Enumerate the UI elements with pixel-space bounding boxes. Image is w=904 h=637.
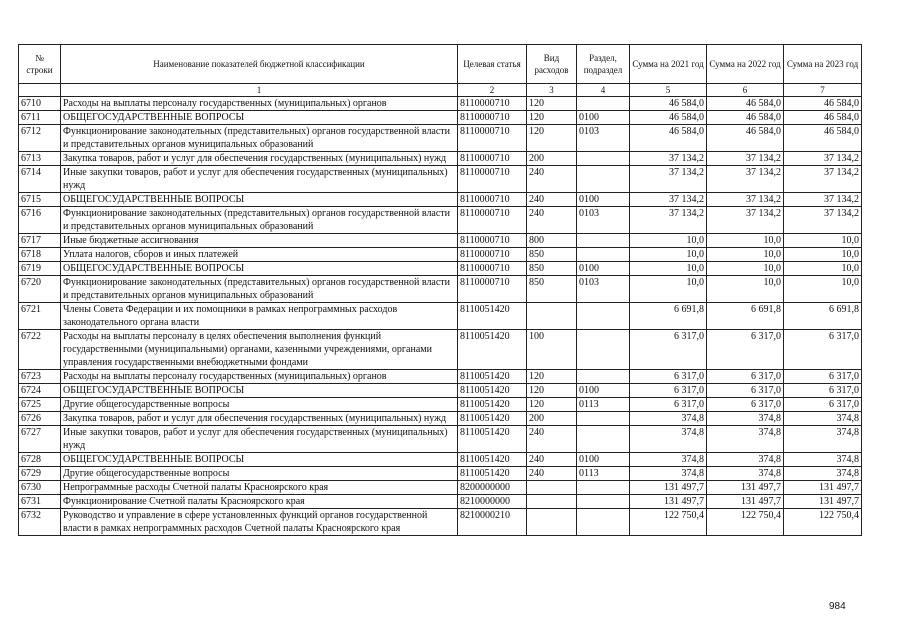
section-cell — [577, 303, 630, 330]
table-row — [19, 262, 862, 276]
expense-kind-cell: 850 — [527, 248, 577, 262]
table-row — [19, 276, 862, 303]
expense-kind-cell — [527, 303, 577, 330]
sum-2023-cell: 122 750,4 — [784, 509, 862, 536]
target-article-cell: 8110051420 — [458, 426, 527, 453]
table-row — [19, 509, 862, 536]
expense-kind-cell: 100 — [527, 330, 577, 370]
index-cell — [19, 84, 61, 97]
expense-kind-cell: 240 — [527, 467, 577, 481]
table-row — [19, 152, 862, 166]
row-number-cell: 6718 — [19, 248, 61, 262]
row-name-cell: Расходы на выплаты персоналу государственных (муниципальных) органов — [61, 370, 458, 384]
expense-kind-cell: 120 — [527, 384, 577, 398]
section-cell: 0103 — [577, 276, 630, 303]
sum-2022-cell: 131 497,7 — [707, 495, 784, 509]
table-row — [19, 467, 862, 481]
sum-2022-cell: 37 134,2 — [707, 193, 784, 207]
table-row — [19, 453, 862, 467]
budget-table — [18, 44, 862, 536]
sum-2022-cell: 131 497,7 — [707, 481, 784, 495]
section-cell: 0100 — [577, 384, 630, 398]
table-row — [19, 125, 862, 152]
expense-kind-cell: 850 — [527, 276, 577, 303]
table-row — [19, 303, 862, 330]
sum-2023-cell: 6 317,0 — [784, 370, 862, 384]
sum-2021-cell: 374,8 — [630, 426, 707, 453]
row-name-cell: ОБЩЕГОСУДАРСТВЕННЫЕ ВОПРОСЫ — [61, 111, 458, 125]
expense-kind-cell: 850 — [527, 262, 577, 276]
header-sum-2022: Сумма на 2022 год — [707, 45, 784, 84]
target-article-cell: 8110000710 — [458, 276, 527, 303]
expense-kind-cell: 240 — [527, 166, 577, 193]
target-article-cell: 8110051420 — [458, 330, 527, 370]
sum-2023-cell: 131 497,7 — [784, 481, 862, 495]
sum-2022-cell: 37 134,2 — [707, 152, 784, 166]
target-article-cell: 8110051420 — [458, 467, 527, 481]
target-article-cell: 8110000710 — [458, 193, 527, 207]
expense-kind-cell: 240 — [527, 453, 577, 467]
sum-2022-cell: 122 750,4 — [707, 509, 784, 536]
sum-2023-cell: 6 317,0 — [784, 398, 862, 412]
target-article-cell: 8110000710 — [458, 262, 527, 276]
section-cell: 0103 — [577, 207, 630, 234]
sum-2021-cell: 37 134,2 — [630, 193, 707, 207]
table-row — [19, 166, 862, 193]
row-number-cell: 6715 — [19, 193, 61, 207]
sum-2023-cell: 37 134,2 — [784, 166, 862, 193]
sum-2022-cell: 374,8 — [707, 426, 784, 453]
row-name-cell: Закупка товаров, работ и услуг для обеспечения государственных (муниципальных) нужд — [61, 412, 458, 426]
table-row — [19, 234, 862, 248]
sum-2023-cell: 374,8 — [784, 426, 862, 453]
sum-2022-cell: 37 134,2 — [707, 166, 784, 193]
target-article-cell: 8110051420 — [458, 384, 527, 398]
sum-2022-cell: 6 317,0 — [707, 370, 784, 384]
sum-2023-cell: 374,8 — [784, 412, 862, 426]
sum-2021-cell: 10,0 — [630, 248, 707, 262]
header-kind: Вид расходов — [527, 45, 577, 84]
index-cell: 5 — [630, 84, 707, 97]
section-cell: 0113 — [577, 398, 630, 412]
row-number-cell: 6722 — [19, 330, 61, 370]
sum-2023-cell: 37 134,2 — [784, 207, 862, 234]
row-name-cell: Функционирование законодательных (представительных) органов государственной власти и представительных органов муниципальных образований — [61, 125, 458, 152]
target-article-cell: 8110051420 — [458, 412, 527, 426]
target-article-cell: 8110000710 — [458, 152, 527, 166]
row-name-cell: Уплата налогов, сборов и иных платежей — [61, 248, 458, 262]
header-section: Раздел, подраздел — [577, 45, 630, 84]
sum-2021-cell: 374,8 — [630, 453, 707, 467]
sum-2021-cell: 46 584,0 — [630, 111, 707, 125]
row-name-cell: Закупка товаров, работ и услуг для обеспечения государственных (муниципальных) нужд — [61, 152, 458, 166]
target-article-cell: 8110000710 — [458, 234, 527, 248]
sum-2023-cell: 374,8 — [784, 453, 862, 467]
section-cell — [577, 481, 630, 495]
row-name-cell: Иные закупки товаров, работ и услуг для обеспечения государственных (муниципальных) нужд — [61, 166, 458, 193]
row-name-cell: Другие общегосударственные вопросы — [61, 467, 458, 481]
sum-2022-cell: 46 584,0 — [707, 111, 784, 125]
sum-2023-cell: 10,0 — [784, 248, 862, 262]
row-name-cell: ОБЩЕГОСУДАРСТВЕННЫЕ ВОПРОСЫ — [61, 384, 458, 398]
expense-kind-cell: 240 — [527, 426, 577, 453]
table-row — [19, 398, 862, 412]
section-cell — [577, 97, 630, 111]
header-sum-2023: Сумма на 2023 год — [784, 45, 862, 84]
row-name-cell: ОБЩЕГОСУДАРСТВЕННЫЕ ВОПРОСЫ — [61, 193, 458, 207]
row-name-cell: Другие общегосударственные вопросы — [61, 398, 458, 412]
table-row — [19, 495, 862, 509]
sum-2021-cell: 6 317,0 — [630, 398, 707, 412]
section-cell — [577, 495, 630, 509]
row-number-cell: 6729 — [19, 467, 61, 481]
row-number-cell: 6732 — [19, 509, 61, 536]
row-name-cell: Руководство и управление в сфере установленных функций органов государственной власти в рамках непрограммных расходов Счетной палаты Красноярского края — [61, 509, 458, 536]
table-row — [19, 193, 862, 207]
row-number-cell: 6727 — [19, 426, 61, 453]
index-cell: 7 — [784, 84, 862, 97]
sum-2021-cell: 46 584,0 — [630, 125, 707, 152]
sum-2023-cell: 10,0 — [784, 234, 862, 248]
expense-kind-cell: 120 — [527, 370, 577, 384]
target-article-cell: 8110051420 — [458, 453, 527, 467]
sum-2022-cell: 6 691,8 — [707, 303, 784, 330]
sum-2022-cell: 374,8 — [707, 453, 784, 467]
sum-2021-cell: 131 497,7 — [630, 481, 707, 495]
sum-2021-cell: 37 134,2 — [630, 207, 707, 234]
section-cell: 0100 — [577, 111, 630, 125]
section-cell: 0100 — [577, 193, 630, 207]
sum-2023-cell: 10,0 — [784, 262, 862, 276]
sum-2021-cell: 37 134,2 — [630, 166, 707, 193]
section-cell: 0100 — [577, 262, 630, 276]
expense-kind-cell: 120 — [527, 97, 577, 111]
row-number-cell: 6721 — [19, 303, 61, 330]
expense-kind-cell — [527, 509, 577, 536]
target-article-cell: 8110051420 — [458, 370, 527, 384]
sum-2021-cell: 6 317,0 — [630, 330, 707, 370]
index-cell: 4 — [577, 84, 630, 97]
sum-2023-cell: 6 317,0 — [784, 330, 862, 370]
expense-kind-cell — [527, 495, 577, 509]
row-number-cell: 6726 — [19, 412, 61, 426]
row-name-cell: Члены Совета Федерации и их помощники в рамках непрограммных расходов законодательного органа власти — [61, 303, 458, 330]
sum-2021-cell: 122 750,4 — [630, 509, 707, 536]
sum-2022-cell: 374,8 — [707, 467, 784, 481]
section-cell — [577, 234, 630, 248]
sum-2022-cell: 6 317,0 — [707, 398, 784, 412]
section-cell — [577, 152, 630, 166]
sum-2022-cell: 10,0 — [707, 262, 784, 276]
row-number-cell: 6731 — [19, 495, 61, 509]
sum-2021-cell: 10,0 — [630, 262, 707, 276]
table-row — [19, 481, 862, 495]
sum-2022-cell: 10,0 — [707, 234, 784, 248]
sum-2023-cell: 46 584,0 — [784, 97, 862, 111]
sum-2022-cell: 46 584,0 — [707, 97, 784, 111]
page-number: 984 — [829, 601, 846, 612]
table-row — [19, 330, 862, 370]
sum-2022-cell: 6 317,0 — [707, 384, 784, 398]
section-cell: 0103 — [577, 125, 630, 152]
target-article-cell: 8110000710 — [458, 207, 527, 234]
section-cell — [577, 412, 630, 426]
sum-2021-cell: 131 497,7 — [630, 495, 707, 509]
sum-2022-cell: 374,8 — [707, 412, 784, 426]
row-name-cell: Функционирование Счетной палаты Красноярского края — [61, 495, 458, 509]
sum-2022-cell: 6 317,0 — [707, 330, 784, 370]
table-row — [19, 248, 862, 262]
table-row — [19, 111, 862, 125]
column-index-row — [19, 84, 862, 97]
sum-2021-cell: 6 317,0 — [630, 384, 707, 398]
row-name-cell: ОБЩЕГОСУДАРСТВЕННЫЕ ВОПРОСЫ — [61, 453, 458, 467]
sum-2023-cell: 10,0 — [784, 276, 862, 303]
expense-kind-cell: 120 — [527, 398, 577, 412]
expense-kind-cell: 200 — [527, 412, 577, 426]
row-name-cell: Функционирование законодательных (представительных) органов государственной власти и представительных органов муниципальных образований — [61, 276, 458, 303]
section-cell — [577, 248, 630, 262]
row-name-cell: Иные бюджетные ассигнования — [61, 234, 458, 248]
header-row — [19, 45, 862, 84]
expense-kind-cell: 200 — [527, 152, 577, 166]
index-cell: 2 — [458, 84, 527, 97]
section-cell: 0100 — [577, 453, 630, 467]
expense-kind-cell: 240 — [527, 207, 577, 234]
sum-2022-cell: 46 584,0 — [707, 125, 784, 152]
sum-2023-cell: 6 317,0 — [784, 384, 862, 398]
row-number-cell: 6720 — [19, 276, 61, 303]
target-article-cell: 8210000210 — [458, 509, 527, 536]
index-cell: 3 — [527, 84, 577, 97]
sum-2021-cell: 374,8 — [630, 412, 707, 426]
index-cell: 6 — [707, 84, 784, 97]
table-row — [19, 384, 862, 398]
section-cell — [577, 370, 630, 384]
table-row — [19, 97, 862, 111]
sum-2021-cell: 10,0 — [630, 276, 707, 303]
sum-2023-cell: 6 691,8 — [784, 303, 862, 330]
row-number-cell: 6719 — [19, 262, 61, 276]
sum-2022-cell: 37 134,2 — [707, 207, 784, 234]
sum-2021-cell: 37 134,2 — [630, 152, 707, 166]
row-number-cell: 6730 — [19, 481, 61, 495]
table-row — [19, 370, 862, 384]
sum-2021-cell: 6 691,8 — [630, 303, 707, 330]
target-article-cell: 8210000000 — [458, 495, 527, 509]
target-article-cell: 8110000710 — [458, 125, 527, 152]
header-sum-2021: Сумма на 2021 год — [630, 45, 707, 84]
sum-2023-cell: 46 584,0 — [784, 125, 862, 152]
row-number-cell: 6725 — [19, 398, 61, 412]
row-name-cell: ОБЩЕГОСУДАРСТВЕННЫЕ ВОПРОСЫ — [61, 262, 458, 276]
row-number-cell: 6712 — [19, 125, 61, 152]
target-article-cell: 8110000710 — [458, 111, 527, 125]
expense-kind-cell — [527, 481, 577, 495]
row-number-cell: 6717 — [19, 234, 61, 248]
target-article-cell: 8110000710 — [458, 166, 527, 193]
table-row — [19, 412, 862, 426]
sum-2021-cell: 46 584,0 — [630, 97, 707, 111]
header-row-no: № строки — [19, 45, 61, 84]
row-number-cell: 6714 — [19, 166, 61, 193]
target-article-cell: 8110051420 — [458, 303, 527, 330]
header-target: Целевая статья — [458, 45, 527, 84]
section-cell — [577, 426, 630, 453]
expense-kind-cell: 800 — [527, 234, 577, 248]
sum-2023-cell: 46 584,0 — [784, 111, 862, 125]
sum-2021-cell: 374,8 — [630, 467, 707, 481]
sum-2021-cell: 6 317,0 — [630, 370, 707, 384]
row-name-cell: Непрограммные расходы Счетной палаты Красноярского края — [61, 481, 458, 495]
sum-2022-cell: 10,0 — [707, 276, 784, 303]
row-name-cell: Расходы на выплаты персоналу в целях обеспечения выполнения функций государственными (муниципальными) органами, казенными учреждениями, органами управления государственными внебюджетными фондами — [61, 330, 458, 370]
expense-kind-cell: 120 — [527, 125, 577, 152]
row-name-cell: Функционирование законодательных (представительных) органов государственной власти и представительных органов муниципальных образований — [61, 207, 458, 234]
index-cell: 1 — [61, 84, 458, 97]
target-article-cell: 8110000710 — [458, 97, 527, 111]
row-name-cell: Расходы на выплаты персоналу государственных (муниципальных) органов — [61, 97, 458, 111]
row-name-cell: Иные закупки товаров, работ и услуг для обеспечения государственных (муниципальных) нужд — [61, 426, 458, 453]
row-number-cell: 6724 — [19, 384, 61, 398]
sum-2023-cell: 37 134,2 — [784, 152, 862, 166]
target-article-cell: 8110000710 — [458, 248, 527, 262]
table-body — [19, 97, 862, 536]
target-article-cell: 8110051420 — [458, 398, 527, 412]
sum-2021-cell: 10,0 — [630, 234, 707, 248]
expense-kind-cell: 120 — [527, 111, 577, 125]
sum-2022-cell: 10,0 — [707, 248, 784, 262]
section-cell: 0113 — [577, 467, 630, 481]
row-number-cell: 6713 — [19, 152, 61, 166]
section-cell — [577, 509, 630, 536]
expense-kind-cell: 240 — [527, 193, 577, 207]
row-number-cell: 6723 — [19, 370, 61, 384]
section-cell — [577, 330, 630, 370]
row-number-cell: 6728 — [19, 453, 61, 467]
row-number-cell: 6710 — [19, 97, 61, 111]
sum-2023-cell: 131 497,7 — [784, 495, 862, 509]
row-number-cell: 6716 — [19, 207, 61, 234]
table-row — [19, 207, 862, 234]
sum-2023-cell: 374,8 — [784, 467, 862, 481]
row-number-cell: 6711 — [19, 111, 61, 125]
header-name: Наименование показателей бюджетной классификации — [61, 45, 458, 84]
section-cell — [577, 166, 630, 193]
target-article-cell: 8200000000 — [458, 481, 527, 495]
sum-2023-cell: 37 134,2 — [784, 193, 862, 207]
table-row — [19, 426, 862, 453]
